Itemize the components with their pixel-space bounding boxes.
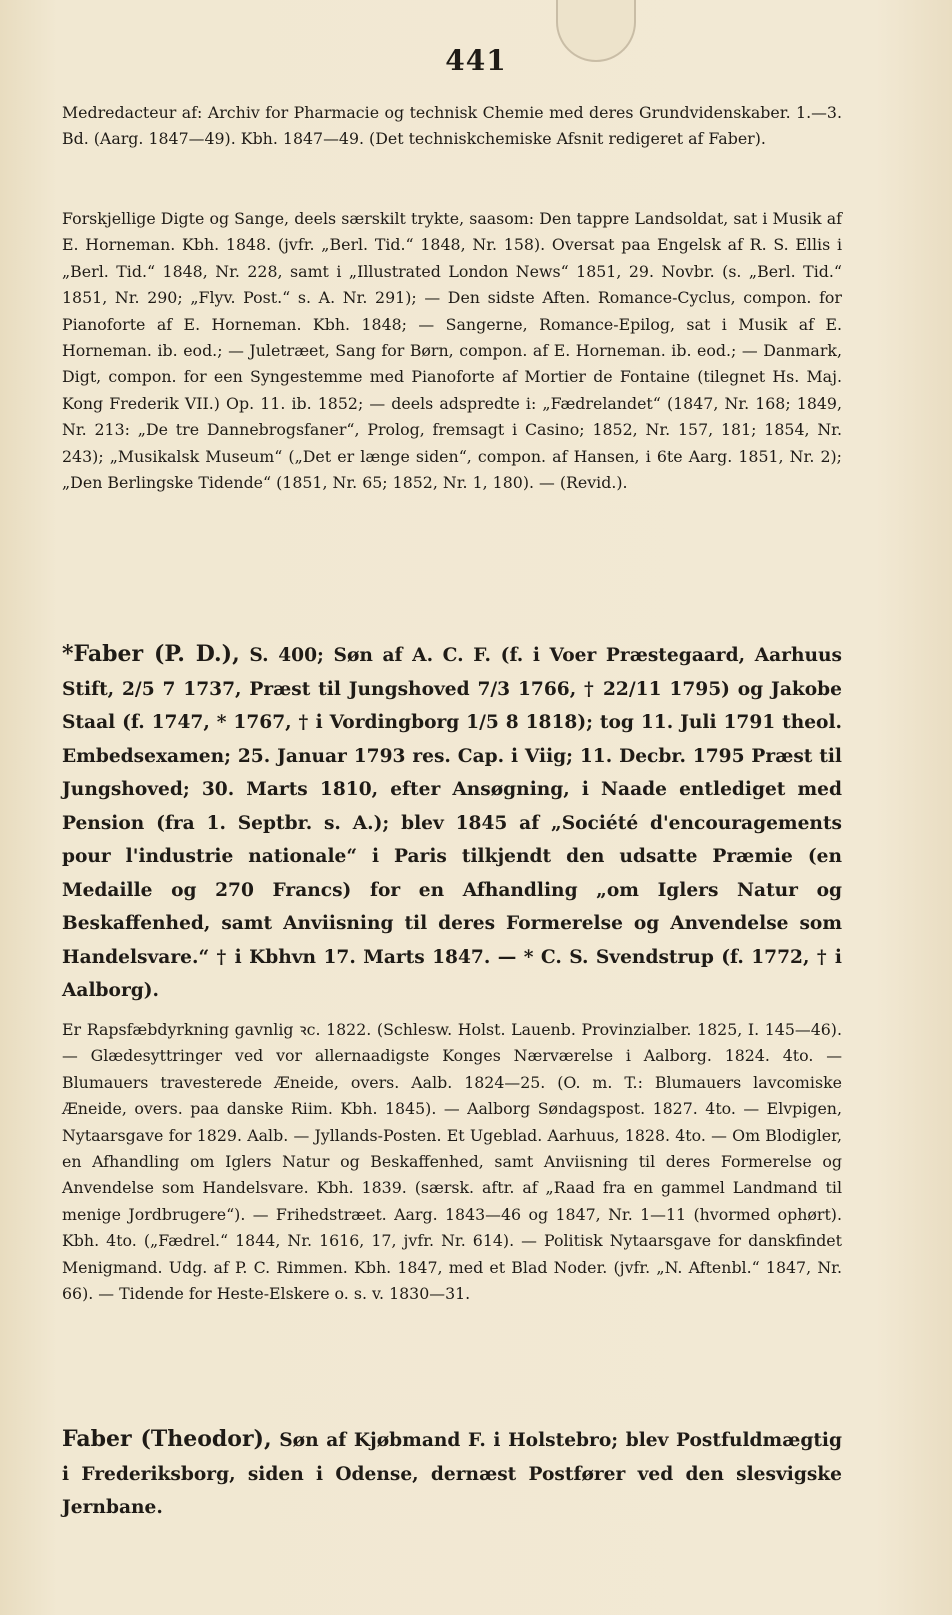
entry-faber-theodor [62, 1423, 842, 1525]
entry-body-faber-pd: S. 400; Søn af A. C. F. (f. i Voer Præstegaard, Aarhuus Stift, 2/5 7 1737, Præst til Jungshoved 7/3 1766, † 22/11 1795) og Jakobe Staal (f. 1747, * 1767, † i Vordingborg 1/5 8 1818); tog 11. Juli 1791 theol. Embedsexamen; 25. Januar 1793 res. Cap. i Viig; 11. Decbr. 1795 Præst til Jungshoved; 30. Marts 1810, efter Ansøgning, i Naade entlediget med Pension (fra 1. Septbr. s. A.); blev 1845 af „Société d'encouragements pour l'industrie nationale“ i Paris tilkjendt den udsatte Præmie (en Medaille og 270 Francs) for en Afhandling „om Iglers Natur og Beskaffenhed, samt Anviisning til deres Formerelse og Anvendelse som Handelsvare.“ † i Kbhvn 17. Marts 1847. — * C. S. Svendstrup (f. 1772, † i Aalborg). [62, 645, 842, 1001]
paragraph-works-list: Er Rapsfæbdyrkning gavnlig ꝛc. 1822. (Schlesw. Holst. Lauenb. Provinzialber. 1825, I. 145—46). — Glædesyttringer ved vor allernaadigste Konges Nærværelse i Aalborg. 1824. 4to. — Blumauers travesterede Æneide, overs. Aalb. 1824—25. (O. m. T.: Blumauers lavcomiske Æneide, overs. paa danske Riim. Kbh. 1845). — Aalborg Søndagspost. 1827. 4to. — Elvpigen, Nytaarsgave for 1829. Aalb. — Jyllands-Posten. Et Ugeblad. Aarhuus, 1828. 4to. — Om Blodigler, en Afhandling om Iglers Natur og Beskaffenhed, samt Anviisning til deres Formerelse og Anvendelse som Handelsvare. Kbh. 1839. (særsk. aftr. af „Raad fra en gammel Landmand til menige Jordbrugere“). — Frihedstræet. Aarg. 1843—46 og 1847, Nr. 1—11 (hvormed ophørt). Kbh. 4to. („Fædrel.“ 1844, Nr. 1616, 17, jvfr. Nr. 614). — Politisk Nytaarsgave for danskfindet Menigmand. Udg. af P. C. Rimmen. Kbh. 1847, med et Blad Noder. (jvfr. „N. Aftenbl.“ 1847, Nr. 66). — Tidende for Heste-Elskere o. s. v. 1830—31. [62, 1020, 842, 1304]
paragraph-medredacteur: Medredacteur af: Archiv for Pharmacie og technisk Chemie med deres Grundvidenskaber. 1.—3. Bd. (Aarg. 1847—49). Kbh. 1847—49. (Det techniskchemiske Afsnit redigeret af Faber). [62, 103, 842, 149]
entry-heading-faber-pd: *Faber (P. D.), [62, 641, 240, 667]
page-number: 441 [445, 44, 507, 77]
entry-body-faber-theodor: Søn af Kjøbmand F. i Holstebro; blev Postfuldmægtig i Frederiksborg, siden i Odense, dernæst Postfører ved den slesvigske Jernbane. [62, 1430, 842, 1518]
paragraph-digte-og-sange: Forskjellige Digte og Sange, deels særskilt trykte, saasom: Den tappre Landsoldat, sat i Musik af E. Horneman. Kbh. 1848. (jvfr. „Berl. Tid.“ 1848, Nr. 158). Oversat paa Engelsk af R. S. Ellis i „Berl. Tid.“ 1848, Nr. 228, samt i „Illustrated London News“ 1851, 29. Novbr. (s. „Berl. Tid.“ 1851, Nr. 290; „Flyv. Post.“ s. A. Nr. 291); — Den sidste Aften. Romance-Cyclus, compon. for Pianoforte af E. Horneman. Kbh. 1848; — Sangerne, Romance-Epilog, sat i Musik af E. Horneman. ib. eod.; — Juletræet, Sang for Børn, compon. af E. Horneman. ib. eod.; — Danmark, Digt, compon. for een Syngestemme med Pianoforte af Mortier de Fontaine (tilegnet Hs. Maj. Kong Frederik VII.) Op. 11. ib. 1852; — deels adspredte i: „Fædrelandet“ (1847, Nr. 168; 1849, Nr. 213: „De tre Dannebrogsfaner“, Prolog, fremsagt i Casino; 1852, Nr. 157, 181; 1854, Nr. 243); „Musikalsk Museum“ („Det er længe siden“, compon. af Hansen, i 6te Aarg. 1851, Nr. 2); „Den Berlingske Tidende“ (1851, Nr. 65; 1852, Nr. 1, 180). — (Revid.). [62, 209, 842, 493]
entry-faber-pd [62, 638, 842, 1008]
entry-heading-faber-theodor: Faber (Theodor), [62, 1426, 272, 1452]
